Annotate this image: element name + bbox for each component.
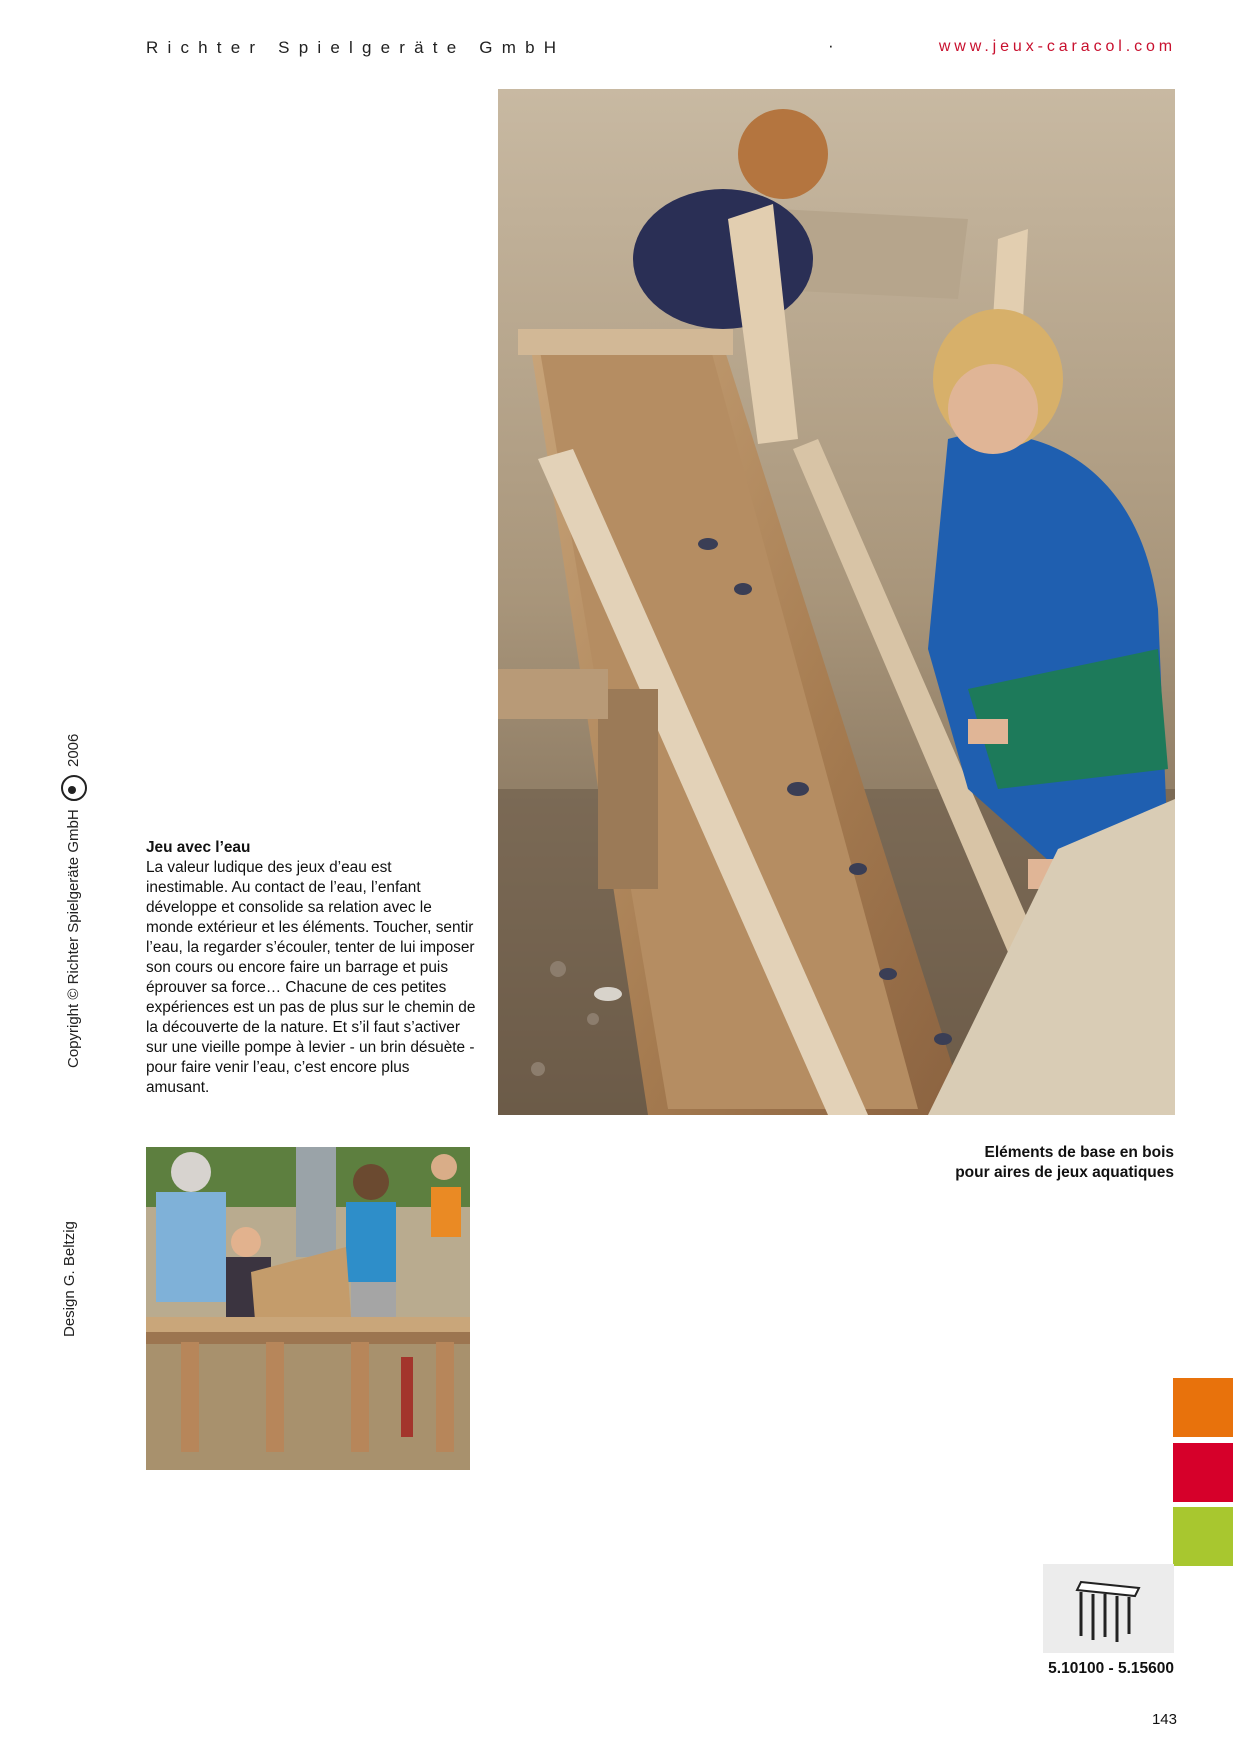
color-tab-green[interactable] bbox=[1173, 1507, 1233, 1566]
designer-credit: Design G. Beltzig bbox=[61, 1221, 78, 1337]
copyright-year: 2006 bbox=[64, 733, 82, 767]
product-code-range: 5.10100 - 5.15600 bbox=[1048, 1660, 1174, 1677]
article-title: Jeu avec l’eau bbox=[146, 839, 251, 856]
page-header bbox=[146, 38, 1176, 62]
article-body: La valeur ludique des jeux d’eau est inestimable. Au contact de l’eau, l’enfant développe et consolide sa relation avec le monde extérieur et les éléments. Toucher, sentir l’eau, la regarder s’écouler, tenter de lui imposer son cours ou encore faire un barrage et puis éprouver sa force… Chacune de ces petites expériences est un pas de plus sur le chemin de la découverte de la nature. Et s’il faut s’activer sur une vieille pompe à levier - un brin désuète - pour faire venir l’eau, c’est encore plus amusant. bbox=[146, 859, 476, 1096]
page-number: 143 bbox=[1151, 1711, 1177, 1728]
photo-caption bbox=[774, 1143, 1174, 1183]
caption-line-2: pour aires de jeux aquatiques bbox=[955, 1164, 1174, 1181]
company-name: Richter Spielgeräte GmbH bbox=[146, 38, 566, 57]
secondary-photo-children bbox=[146, 1147, 470, 1470]
copyright-text: Copyright © Richter Spielgeräte GmbH bbox=[64, 809, 82, 1068]
wooden-channel-icon bbox=[1043, 1564, 1174, 1653]
main-photo-water-channel bbox=[498, 89, 1175, 1115]
product-thumbnail bbox=[1043, 1564, 1174, 1653]
website-link[interactable]: www.jeux-caracol.com bbox=[938, 38, 1176, 55]
color-tab-red[interactable] bbox=[1173, 1443, 1233, 1502]
copyright-notice bbox=[61, 734, 87, 1068]
caption-line-1: Eléments de base en bois bbox=[984, 1144, 1174, 1161]
article bbox=[146, 838, 476, 1098]
company-logo-icon bbox=[61, 775, 87, 801]
color-tab-orange[interactable] bbox=[1173, 1378, 1233, 1437]
header-separator: · bbox=[828, 36, 834, 55]
